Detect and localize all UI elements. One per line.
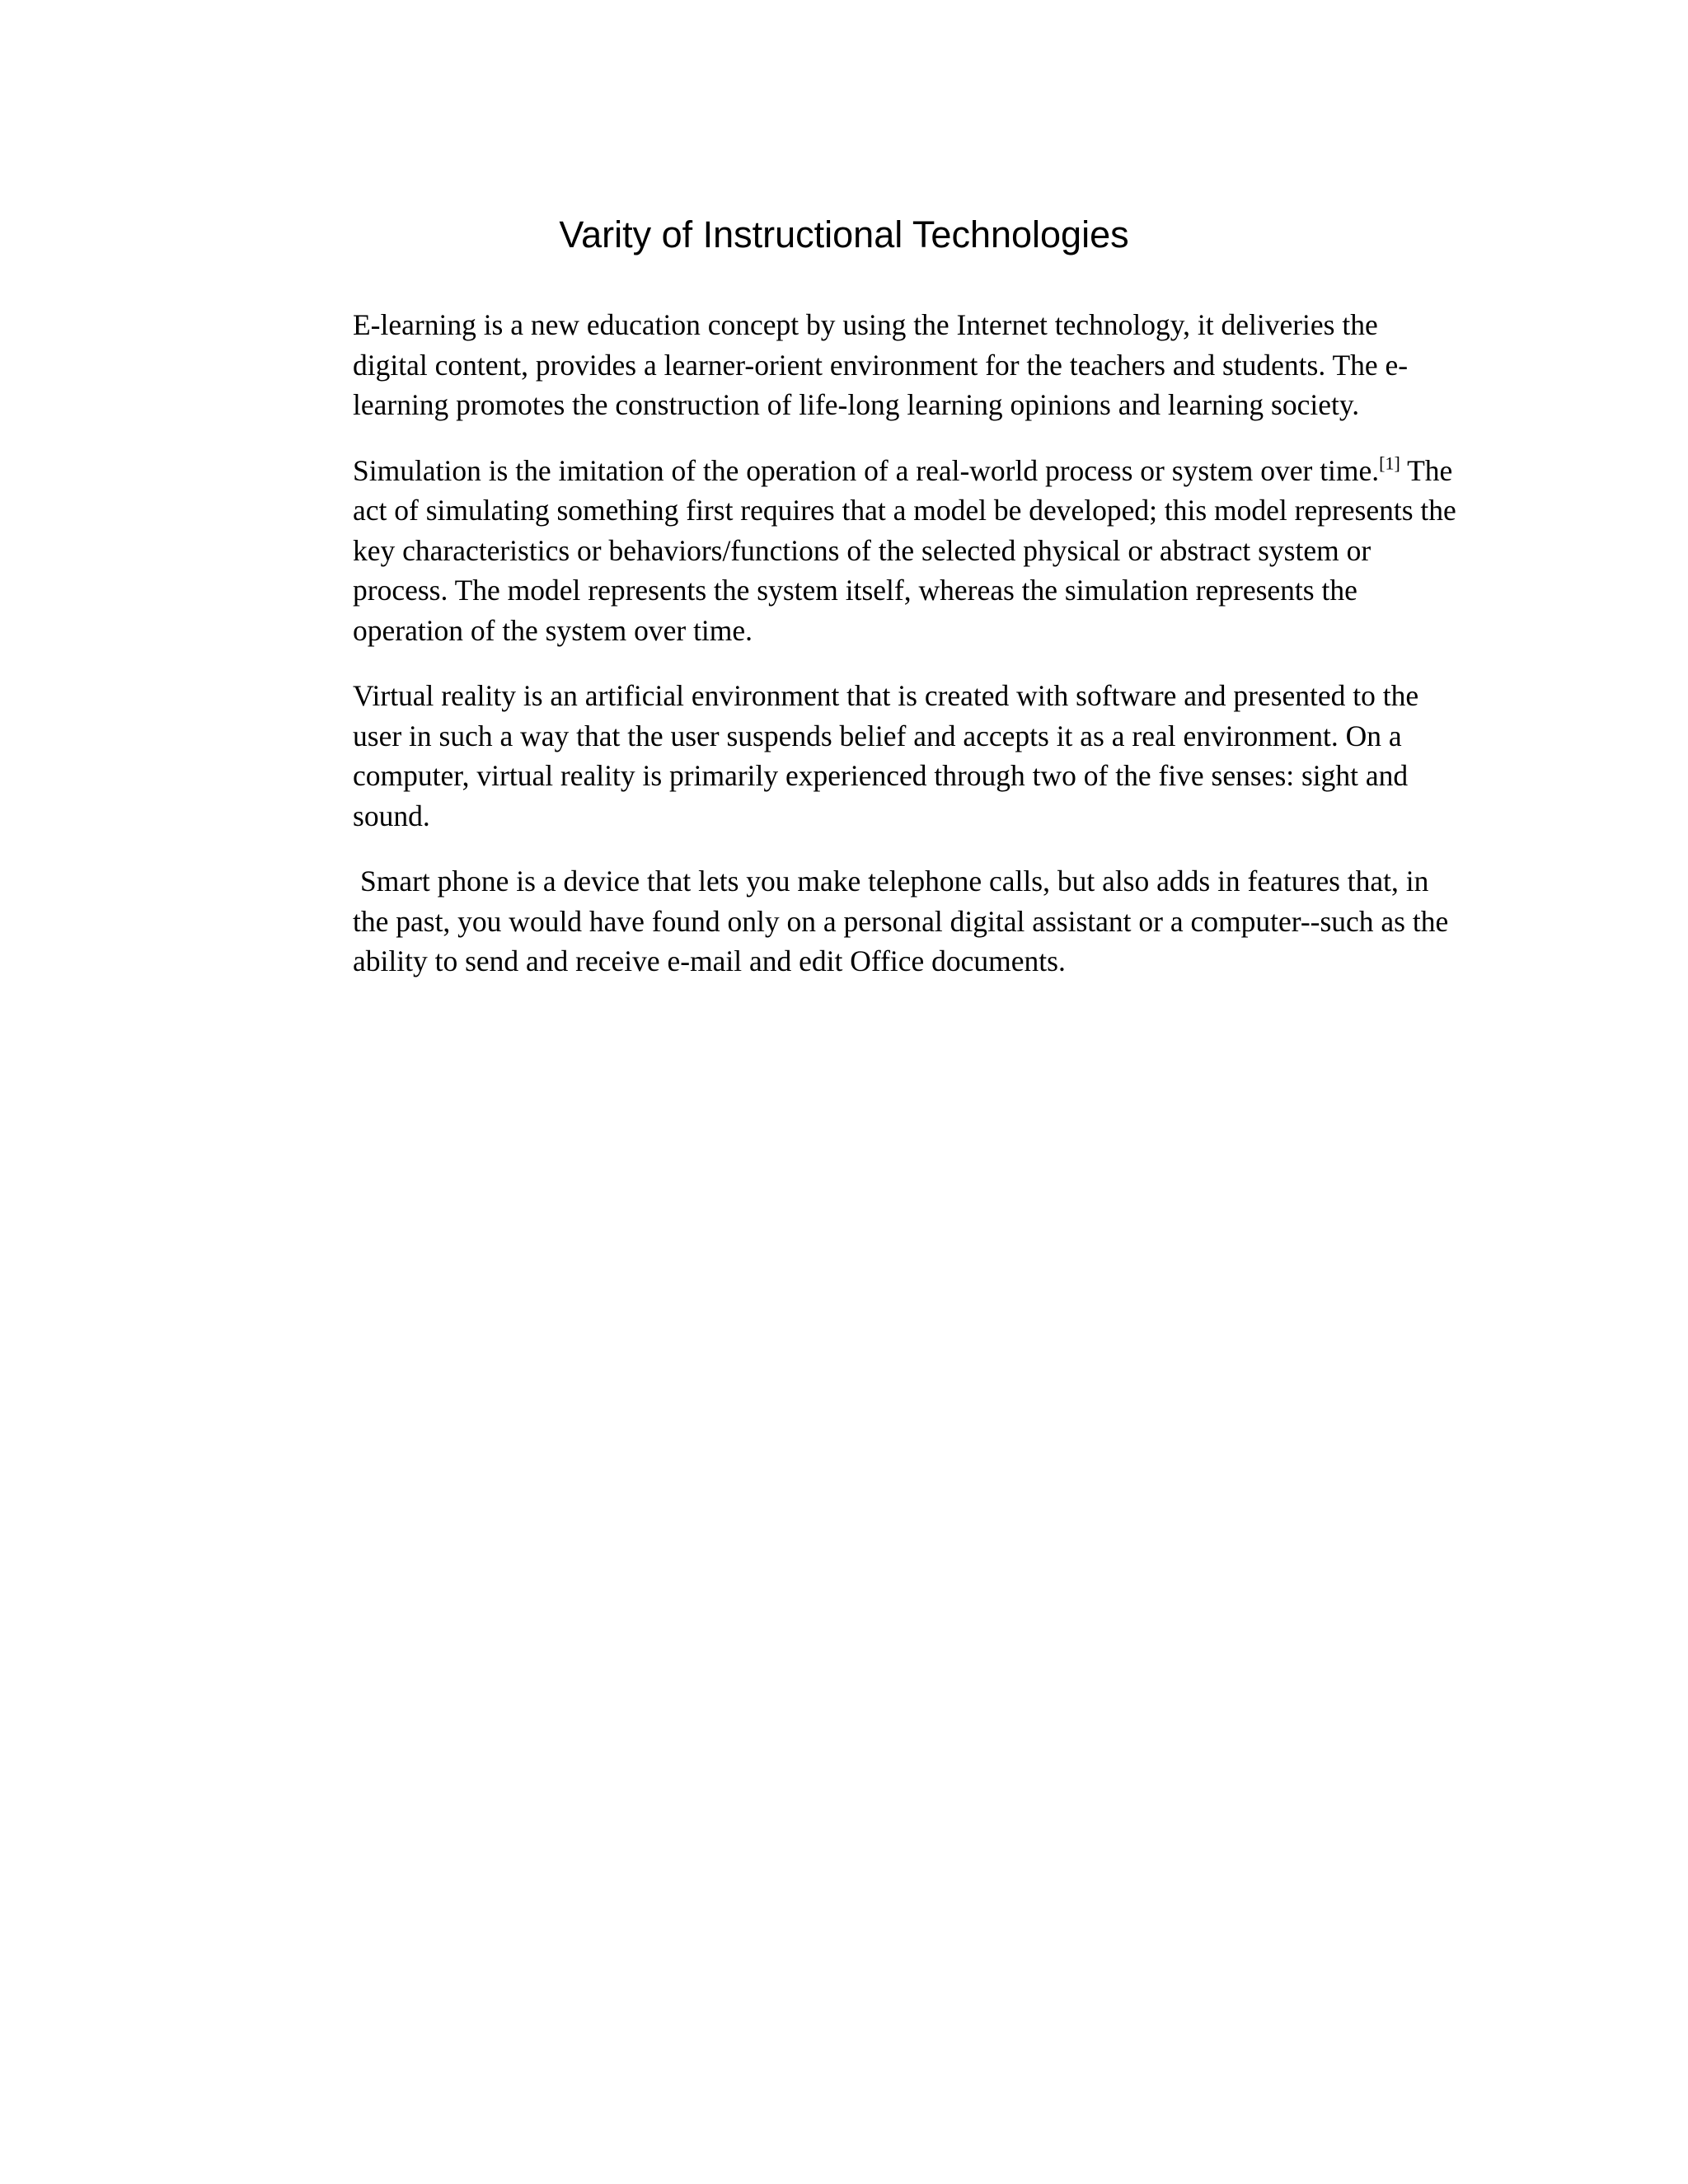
paragraph-simulation [353,451,1457,651]
document-body [353,305,1457,1007]
paragraph-smart-phone [353,861,1457,982]
paragraph-simulation-text-start: Simulation is the imitation of the operation of a real-world process or system over time. [353,453,1380,487]
paragraph-virtual-reality [353,676,1457,836]
paragraph-virtual-reality-text: Virtual reality is an artificial environment that is created with software and presented to the user in such a way that the user suspends belief and accepts it as a real environment. On a computer, virtual reality is primarily experienced through two of the five senses: sight and sound. [353,679,1419,832]
paragraph-elearning-text: E-learning is a new education concept by using the Internet technology, it deliveries the digital content, provides a learner-orient environment for the teachers and students. The e-learning promotes the construction of life-long learning opinions and learning society. [353,308,1409,421]
paragraph-smart-phone-text: Smart phone is a device that lets you make telephone calls, but also adds in features that, in the past, you would have found only on a personal digital assistant or a computer--such as the ability to send and receive e-mail and edit Office documents. [353,865,1449,977]
paragraph-simulation-text-rest: The act of simulating something first requires that a model be developed; this model represents the key characteristics or behaviors/functions of the selected physical or abstract system or process. The model represents the system itself, whereas the simulation represents the operation of the system over time. [353,453,1456,647]
paragraph-elearning [353,305,1457,425]
page-title: Varity of Instructional Technologies [559,213,1129,255]
footnote-reference: [1] [1379,452,1400,473]
